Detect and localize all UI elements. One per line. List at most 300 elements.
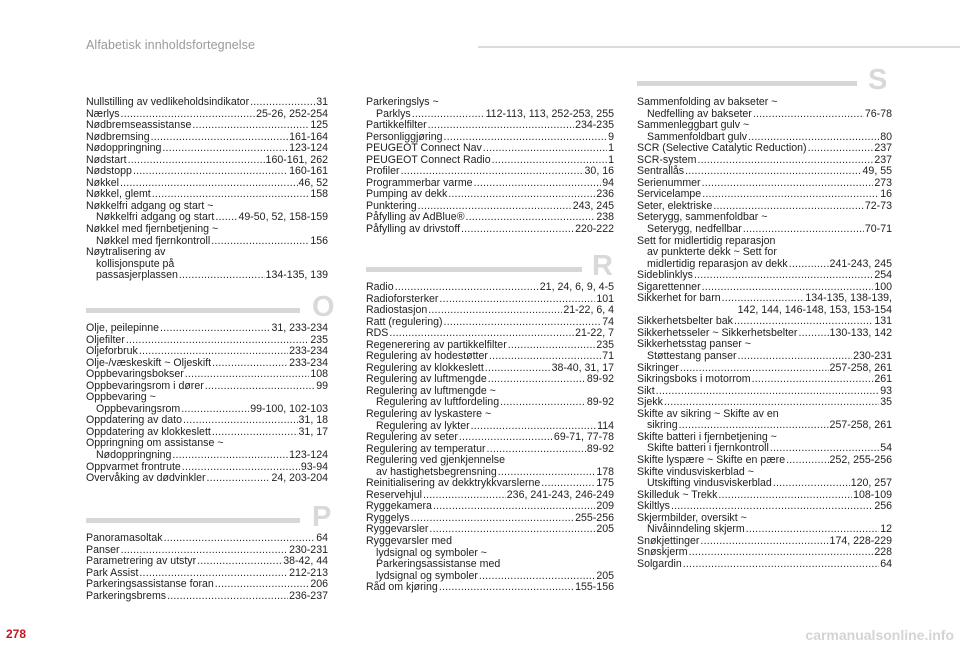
entry-term: Råd om kjøring [366,581,438,594]
entry-pages: 30, 16 [584,165,614,178]
index-heading: Oppringning om assistanse ~ [86,437,224,450]
entry-term: Sideblinklys [637,269,693,282]
section-p-right [366,97,614,236]
entry-term: Snøkjettinger [637,534,700,547]
dot-leader [752,374,874,386]
entry-term: Radio [366,281,394,293]
section-letter-s: S [868,64,888,96]
index-entry [366,120,614,132]
entry-term: Regulering av luftmengde [366,373,487,386]
dot-leader [786,455,828,467]
index-entry [86,97,328,109]
entry-pages: 134-135, 139 [265,269,328,282]
index-entry [86,556,328,568]
dot-leader [753,109,864,121]
entry-pages: 35 [880,396,892,409]
dot-leader [395,282,539,294]
entry-term: Oppbevaringsbokser [86,368,184,381]
entry-term: PEUGEOT Connect Radio [366,153,491,166]
entry-term: Snøskjerm [637,546,688,559]
entry-term: Personliggjøring [366,130,443,143]
dot-leader [212,358,288,370]
dot-leader [162,143,288,155]
page-number: 278 [6,627,27,641]
entry-term: Radioforsterker [366,292,439,305]
index-entry [366,143,614,155]
index-heading: Regulering av luftmengde ~ [366,384,496,397]
index-entry [637,143,892,155]
index-entry [366,582,614,594]
dot-leader [694,270,873,282]
entry-term: passasjerplassen [96,269,178,282]
entry-pages: 155-156 [575,581,614,594]
dot-leader [181,404,249,416]
dot-leader [656,386,880,398]
dot-leader [250,97,315,109]
entry-term: Regulering av hodestøtter [366,350,488,363]
entry-pages: 100 [874,280,892,293]
index-entry [86,591,328,603]
entry-pages: 209 [596,500,614,513]
index-entry [86,369,328,381]
dot-leader [671,501,873,513]
entry-term: Seter, elektriske [637,199,713,212]
entry-pages: 134-135, 138-139, [805,292,892,305]
index-heading: Sammenfolding av bakseter ~ [637,96,778,108]
entry-pages: 89-92 [586,396,614,409]
index-heading: Sikkerhetsstag panser ~ [637,338,751,351]
dot-leader [172,450,288,462]
entry-pages: 1 [608,142,614,155]
index-heading: Regulering av lyskastere ~ [366,408,492,421]
index-entry [86,323,328,335]
entry-pages: 160-161, 262 [265,153,328,166]
header-divider [478,46,960,48]
entry-term: Reinitialisering av dekktrykkvarslerne [366,477,541,490]
entry-term: Sikt [637,384,655,397]
entry-term: Nøkkelfri adgang og start [96,211,215,224]
index-heading: av punkterte dekk ~ Sett for [647,246,777,259]
entry-pages: 158 [310,188,328,201]
index-heading: Oppbevaring ~ [86,391,156,404]
index-heading: Parkeringslys ~ [366,96,439,108]
entry-pages: 257-258, 261 [829,361,892,374]
entry-pages: 71 [602,350,614,363]
dot-leader [508,340,596,352]
index-heading: kollisjonspute på [96,257,175,270]
entry-pages: 101 [596,292,614,305]
entry-pages: 114 [597,419,614,432]
dot-leader [461,224,574,236]
entry-term: Regulering av luftfordeling [376,396,500,409]
entry-pages: 38-42, 44 [283,555,328,568]
entry-pages: 76-78 [864,107,892,120]
section-r [366,282,614,594]
entry-pages: 237 [874,142,892,155]
dot-leader [485,363,551,375]
entry-pages: 256 [874,500,892,513]
entry-term: Skilleduk ~ Trekk [637,488,718,501]
entry-term: Oljefilter [86,333,125,346]
dot-leader [718,490,852,502]
entry-pages: 174, 228-229 [829,534,892,547]
entry-pages: 99-100, 102-103 [250,402,328,415]
dot-leader [743,224,864,236]
dot-leader [160,323,270,335]
index-entry [86,579,328,591]
entry-pages: 72-73 [864,199,892,212]
entry-pages: 31, 17 [298,425,328,438]
entry-pages: 131 [874,315,892,328]
entry-term: Partikkelfilter [366,119,427,132]
entry-pages: 89-92 [586,442,614,455]
entry-pages: 38-40, 31, 17 [551,361,614,374]
entry-pages: 175 [596,477,614,490]
entry-term: Sikringsboks i motorrom [637,373,751,386]
entry-pages: 69-71, 77-78 [553,431,614,444]
entry-term: Parametrering av utstyr [86,555,197,568]
dot-leader [164,533,316,545]
dot-leader [211,236,309,248]
entry-term: Sentrallås [637,165,685,178]
index-entry [637,559,892,571]
entry-pages: 64 [880,557,892,570]
entry-term: RDS [366,327,389,340]
entry-pages: 16 [880,188,892,201]
entry-pages: 233-234 [289,356,328,369]
entry-pages: 49, 55 [862,165,892,178]
dot-leader [411,513,575,525]
entry-term: Ryggevarsler [366,523,429,536]
entry-pages: 54 [880,442,892,455]
index-entry [637,478,892,490]
entry-pages: 252, 255-256 [829,453,892,466]
entry-pages: 254 [874,269,892,282]
entry-term: SCR-system [637,153,697,166]
entry-pages: 70-71 [864,223,892,236]
entry-term: Nødoppringning [96,449,172,462]
entry-term: SCR (Selective Catalytic Reduction) [637,142,807,155]
dot-leader [702,178,874,190]
entry-pages: 99 [316,379,328,392]
dot-leader [685,166,861,178]
dot-leader [428,120,574,132]
divider-bar [637,81,857,86]
dot-leader [192,120,309,132]
dot-leader [474,178,602,190]
entry-term: Ryggelys [366,511,410,524]
section-letter-r: R [592,250,613,282]
entry-term: Oljeforbruk [86,345,138,358]
entry-pages: 261 [874,373,892,386]
entry-pages-continued: 142, 144, 146-148, 153, 153-154 [737,303,892,316]
entry-term: midlertidig reparasjon av dekk [647,257,788,270]
entry-term: Nøkkel [86,176,119,189]
entry-term: Punktering [366,199,417,212]
dot-leader [488,374,586,386]
entry-pages: 31 [316,96,328,108]
dot-leader [205,381,315,393]
page-title: Alfabetisk innholdsfortegnelse [86,38,256,52]
entry-pages: 238 [596,211,614,224]
entry-term: sikring [647,419,678,432]
entry-pages: 94 [602,176,614,189]
entry-pages: 156 [310,234,328,247]
entry-term: Regulering av lykter [376,419,470,432]
entry-pages: 233-234 [289,345,328,358]
entry-term: Støttestang panser [647,350,737,363]
dot-leader [702,189,879,201]
entry-term: Parkeringsbrems [86,589,167,602]
entry-term: lydsignal og symboler [376,569,478,582]
entry-pages: 12 [880,523,892,536]
dot-leader [773,478,850,490]
entry-pages: 230-231 [853,350,892,363]
entry-term: av hastighetsbegrensning [376,465,497,478]
entry-term: Olje, peilepinne [86,322,160,334]
entry-term: Solgardin [637,557,682,570]
entry-pages: 255-256 [575,511,614,524]
entry-term: Nedfelling av bakseter [647,107,752,120]
entry-term: PEUGEOT Connect Nav [366,142,482,155]
index-heading: Ryggevarsler med [366,535,452,548]
index-heading: Regulering ved gjenkjennelse [366,454,505,467]
dot-leader [179,270,265,282]
entry-term: Panoramasoltak [86,532,163,544]
entry-term: Profiler [366,165,400,178]
entry-term: Oppvarmet frontrute [86,460,181,473]
index-entry [366,305,614,317]
dot-leader [126,335,309,347]
entry-pages: 161-164 [289,130,328,143]
dot-leader [197,556,282,568]
index-entry [366,224,614,236]
index-heading: Skifte av sikring ~ Skifte av en [637,407,779,420]
entry-term: Skifte batteri i fjernkontroll [647,442,769,455]
entry-pages: 236 [596,188,614,201]
entry-pages: 212-213 [289,566,328,579]
entry-pages: 21-22, 6, 4 [563,304,614,317]
index-heading: Nøytralisering av [86,246,166,259]
entry-pages: 21, 24, 6, 9, 4-5 [539,281,614,293]
index-heading: Skjermbilder, oversikt ~ [637,511,747,524]
dot-leader [151,132,289,144]
entry-pages: 125 [310,119,328,132]
entry-pages: 235 [310,333,328,346]
index-entry [637,490,892,502]
entry-term: Ryggekamera [366,500,432,513]
entry-term: Nødstart [86,153,127,166]
index-entry [637,351,892,363]
dot-leader [500,397,586,409]
entry-pages: 120, 257 [850,477,892,490]
dot-leader [389,328,574,340]
entry-term: Sikkerhetsbelter bak [637,315,733,328]
dot-leader [738,351,853,363]
entry-term: Regulering av temperatur [366,442,486,455]
entry-pages: 236, 241-243, 246-249 [506,488,614,501]
entry-term: Nivåinndeling skjerm [647,523,745,536]
section-letter-o: O [312,291,335,323]
entry-term: Regulering av seter [366,431,458,444]
entry-term: Regulering av klokkeslett [366,361,484,374]
entry-pages: 160-161 [289,165,328,178]
entry-term: Sikringer [637,361,679,374]
entry-pages: 206 [310,578,328,591]
entry-pages: 108 [310,368,328,381]
entry-pages: 235 [596,338,614,351]
entry-term: Sikkerhetsseler ~ Sikkerhetsbelter [637,326,798,339]
entry-pages: 108-109 [853,488,892,501]
entry-pages: 228 [874,546,892,559]
entry-term: Skiltlys [637,500,670,513]
entry-pages: 31, 233-234 [271,322,328,334]
entry-term: Oppdatering av klokkeslett [86,425,211,438]
index-entry [366,282,614,294]
entry-pages: 21-22, 7 [575,327,614,340]
dot-leader [433,501,595,513]
section-letter-p: P [312,501,332,533]
dot-leader [212,427,298,439]
index-entry [637,501,892,513]
entry-pages: 93 [880,384,892,397]
entry-term: Sammenfoldbart gulv [647,130,748,143]
entry-pages: 64 [316,532,328,544]
entry-term: Reservehjul [366,488,422,501]
section-p-left [86,533,328,602]
dot-leader [808,143,874,155]
entry-term: Sjekk [637,396,663,409]
dot-leader [700,536,828,548]
entry-pages: 241-243, 245 [829,257,892,270]
entry-pages: 123-124 [289,449,328,462]
entry-term: Radiostasjon [366,304,428,317]
entry-pages: 220-222 [575,223,614,236]
entry-term: Regenerering av partikkelfilter [366,338,507,351]
entry-term: Park Assist [86,566,139,579]
header-bar [0,0,960,60]
entry-pages: 49-50, 52, 158-159 [238,211,328,224]
index-entry [86,143,328,155]
letter-divider-s [637,64,892,96]
entry-term: Sigarettenner [637,280,701,293]
entry-term: Programmerbar varme [366,176,473,189]
index-entry [86,120,328,132]
entry-term: Utskifting vindusviskerblad [647,477,772,490]
entry-term: Parklys [376,107,411,120]
entry-term: Nødstopp [86,165,132,178]
entry-pages: 234-235 [575,119,614,132]
dot-leader [428,305,562,317]
divider-bar [86,308,300,313]
section-s [637,97,892,570]
entry-pages: 257-258, 261 [829,419,892,432]
entry-term: Ratt (regulering) [366,315,443,328]
entry-term: Panser [86,543,120,556]
divider-bar [366,267,582,272]
entry-pages: 46, 52 [298,176,328,189]
section-o [86,323,328,485]
entry-term: Serienummer [637,176,701,189]
index-entry [366,432,614,444]
index-heading: Skifte vindusviskerblad ~ [637,465,754,478]
dot-leader [429,524,595,536]
entry-pages: 89-92 [586,373,614,386]
letter-divider-o [86,291,335,323]
dot-leader [689,547,874,559]
index-heading: Parkeringsassistanse med [376,558,501,571]
index-entry [86,270,328,282]
index-entry [637,224,892,236]
entry-pages: 25-26, 252-254 [256,107,328,120]
index-entry [637,386,892,398]
dot-leader [423,490,506,502]
entry-term: Nøkkel, glemt [86,188,151,201]
index-heading: Nøkkel med fjernbetjening ~ [86,223,219,236]
entry-pages: 123-124 [289,142,328,155]
index-entry [86,533,328,545]
entry-pages: 31, 18 [298,414,328,427]
index-heading: Sett for midlertidig reparasjon [637,234,776,247]
entry-term: Parkeringsassistanse foran [86,578,214,591]
entry-pages: 74 [602,315,614,328]
entry-term: Nøkkel med fjernkontroll [96,234,211,247]
entry-pages: 205 [596,569,614,582]
entry-term: Nullstilling av vedlikeholdsindikator [86,96,250,108]
entry-pages: 24, 203-204 [271,472,328,485]
letter-divider-r [366,250,614,282]
index-entry [86,450,328,462]
entry-pages: 178 [596,465,614,478]
index-heading: lydsignal og symboler ~ [376,546,487,559]
dot-leader [483,143,607,155]
dot-leader [697,155,873,167]
entry-pages: 237 [874,153,892,166]
index-entry [86,346,328,358]
dot-leader [215,212,237,224]
index-heading: Seterygg, sammenfoldbar ~ [637,211,768,224]
entry-pages: 230-231 [289,543,328,556]
entry-term: Nødbremseassistanse [86,119,192,132]
index-entry [637,374,892,386]
entry-term: Nærlys [86,107,120,120]
index-heading: Nøkkelfri adgang og start ~ [86,199,214,212]
index-entry [637,455,892,467]
entry-term: Nødoppringning [86,142,162,155]
dot-leader [683,559,879,571]
entry-pages: 112-113, 113, 252-253, 255 [485,107,614,120]
entry-pages: 243, 245 [572,199,614,212]
dot-leader [133,166,288,178]
letter-divider-p [86,501,332,533]
entry-term: Nødbremsing [86,130,150,143]
dot-leader [459,432,553,444]
entry-pages: 273 [874,176,892,189]
dot-leader [207,473,271,485]
index-heading: Sammenleggbart gulv ~ [637,119,750,132]
entry-pages: 205 [596,523,614,536]
index-entry [86,473,328,485]
dot-leader [439,582,574,594]
entry-pages: 1 [608,153,614,166]
entry-term: Olje-/væskeskift ~ Oljeskift [86,356,212,369]
entry-pages: 93-94 [300,460,328,473]
dot-leader [185,369,310,381]
dot-leader [798,328,828,340]
section-n [86,97,328,282]
entry-term: Oppbevaringsrom i dører [86,379,204,392]
divider-bar [86,518,300,523]
